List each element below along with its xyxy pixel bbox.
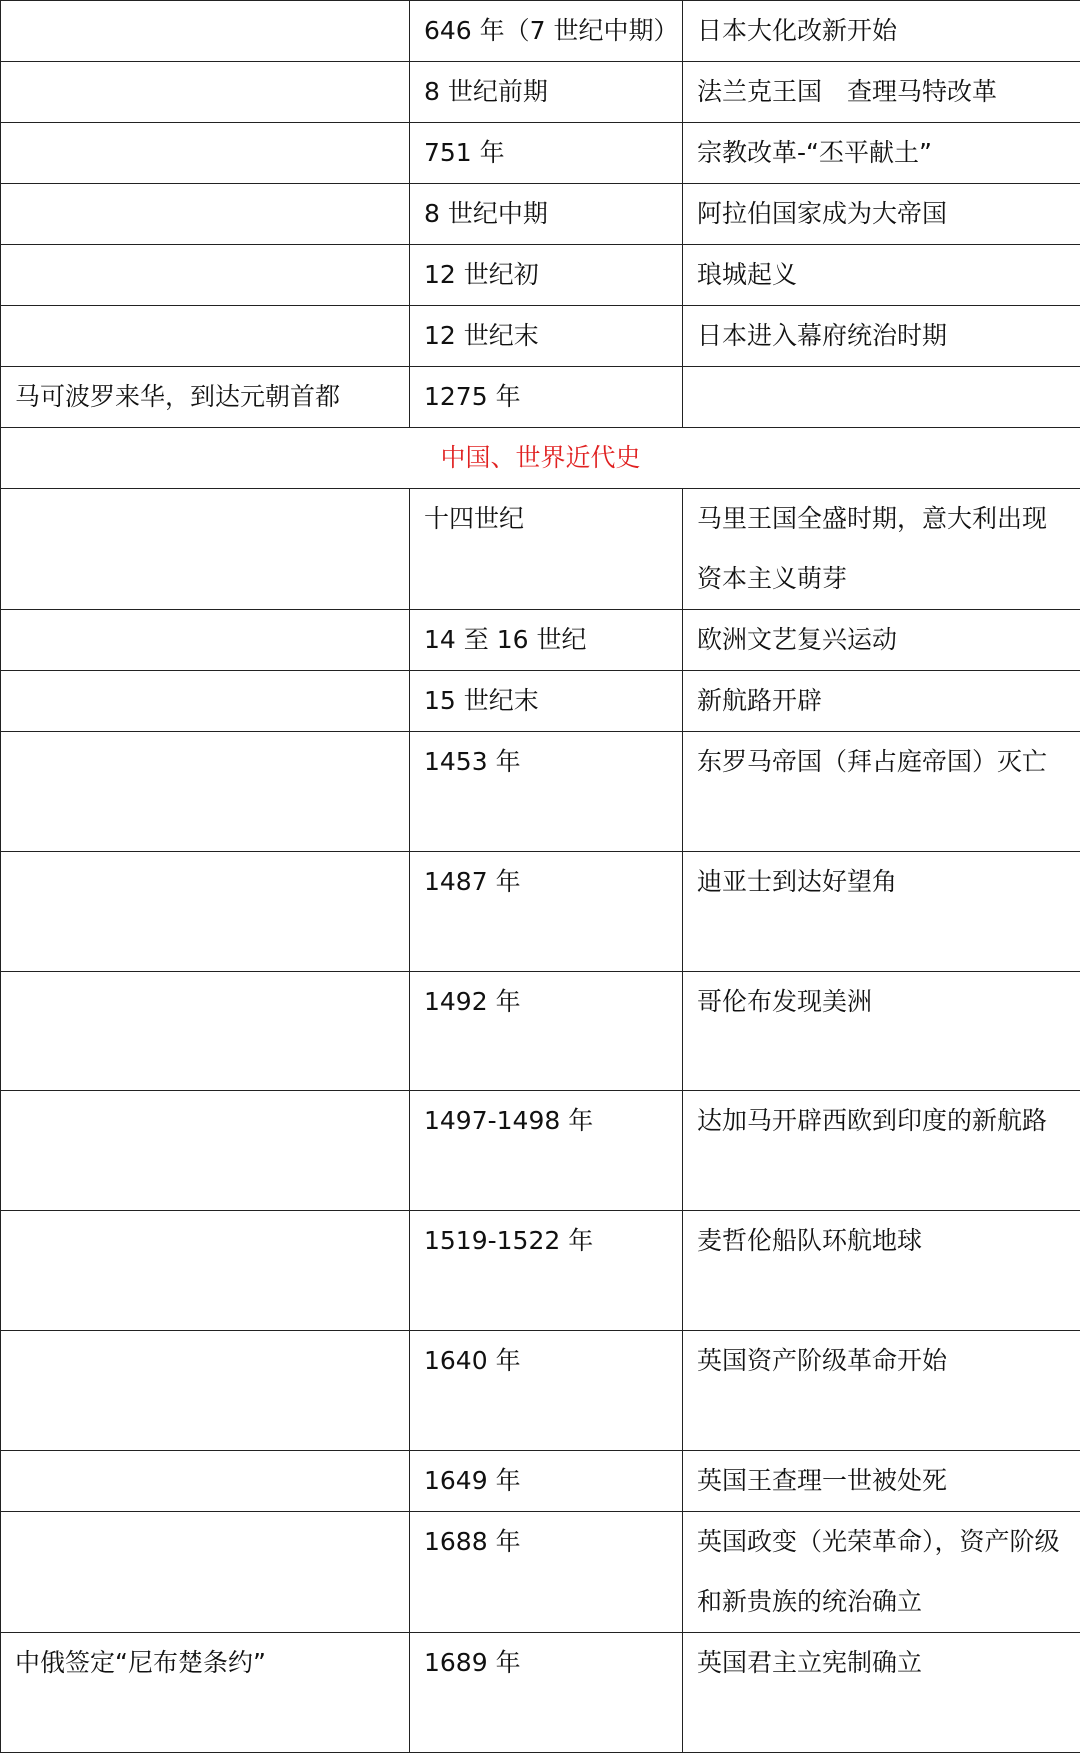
china-event-cell: [1, 732, 410, 852]
world-event-cell-text: 马里王国全盛时期，意大利出现资本主义萌芽: [697, 489, 1066, 609]
time-cell: [410, 1091, 683, 1211]
time-cell-text: 1497-1498 年: [424, 1091, 668, 1151]
world-event-cell: [683, 1, 1080, 62]
time-cell: [410, 1211, 683, 1331]
china-event-cell: [1, 671, 410, 732]
world-event-cell: [683, 1512, 1080, 1633]
table-row: [1, 1512, 1080, 1633]
china-event-cell: [1, 62, 410, 123]
world-event-cell-text: 哥伦布发现美洲: [697, 972, 1066, 1032]
time-cell-text: 1487 年: [424, 852, 668, 912]
china-event-cell-text: 马可波罗来华，到达元朝首都: [15, 367, 395, 427]
world-event-cell-text: 迪亚士到达好望角: [697, 852, 1066, 912]
time-cell-text: 1688 年: [424, 1512, 668, 1572]
world-event-cell-text: 欧洲文艺复兴运动: [697, 610, 1066, 670]
world-event-cell: [683, 972, 1080, 1091]
world-event-cell-text: 英国政变（光荣革命），资产阶级和新贵族的统治确立: [697, 1512, 1066, 1632]
time-cell: [410, 1331, 683, 1451]
time-cell-text: 8 世纪中期: [424, 184, 668, 244]
time-cell-text: 12 世纪初: [424, 245, 668, 305]
table-row: [1, 245, 1080, 306]
time-cell: [410, 1633, 683, 1753]
world-event-cell: [683, 1451, 1080, 1512]
world-event-cell-text: 琅城起义: [697, 245, 1066, 305]
table-row: [1, 62, 1080, 123]
time-cell-text: 1519-1522 年: [424, 1211, 668, 1271]
china-event-cell: [1, 1211, 410, 1331]
world-event-cell: [683, 1091, 1080, 1211]
time-cell-text: 646 年（7 世纪中期）: [424, 1, 668, 61]
china-event-cell: [1, 306, 410, 367]
time-cell: [410, 1512, 683, 1633]
table-row: [1, 1, 1080, 62]
time-cell: [410, 184, 683, 245]
china-event-cell: [1, 1331, 410, 1451]
time-cell: [410, 1, 683, 62]
time-cell: [410, 732, 683, 852]
china-event-cell-text: 中俄签定“尼布楚条约”: [15, 1633, 395, 1693]
china-event-cell: [1, 1091, 410, 1211]
china-event-cell: [1, 1, 410, 62]
world-event-cell-text: 东罗马帝国（拜占庭帝国）灭亡: [697, 732, 1066, 792]
china-event-cell: [1, 489, 410, 610]
table-row: [1, 610, 1080, 671]
time-cell-text: 8 世纪前期: [424, 62, 668, 122]
time-cell-text: 1640 年: [424, 1331, 668, 1391]
time-cell-text: 15 世纪末: [424, 671, 668, 731]
world-event-cell: [683, 367, 1080, 428]
table-row: [1, 972, 1080, 1091]
section-header-row: [1, 428, 1080, 489]
table-row: [1, 489, 1080, 610]
table-row: [1, 1331, 1080, 1451]
time-cell-text: 1689 年: [424, 1633, 668, 1693]
world-event-cell: [683, 62, 1080, 123]
world-event-cell-text: 达加马开辟西欧到印度的新航路: [697, 1091, 1066, 1151]
china-event-cell: [1, 852, 410, 972]
world-event-cell-text: 阿拉伯国家成为大帝国: [697, 184, 1066, 244]
china-event-cell: [1, 367, 410, 428]
table-row: [1, 852, 1080, 972]
time-cell: [410, 123, 683, 184]
time-cell-text: 751 年: [424, 123, 668, 183]
world-event-cell: [683, 610, 1080, 671]
china-event-cell: [1, 184, 410, 245]
china-event-cell: [1, 245, 410, 306]
time-cell: [410, 671, 683, 732]
world-event-cell: [683, 245, 1080, 306]
section-header-text: 中国、世界近代史: [15, 428, 1066, 488]
world-event-cell: [683, 852, 1080, 972]
time-cell-text: 1649 年: [424, 1451, 668, 1511]
china-event-cell: [1, 972, 410, 1091]
table-row: [1, 671, 1080, 732]
time-cell: [410, 610, 683, 671]
time-cell-text: 1492 年: [424, 972, 668, 1032]
world-event-cell: [683, 489, 1080, 610]
world-event-cell-text: 宗教改革-“丕平献土”: [697, 123, 1066, 183]
table-row: [1, 1211, 1080, 1331]
table-row: [1, 367, 1080, 428]
time-cell: [410, 62, 683, 123]
world-event-cell: [683, 184, 1080, 245]
table-row: [1, 123, 1080, 184]
table-row: [1, 1633, 1080, 1753]
world-event-cell: [683, 732, 1080, 852]
world-event-cell: [683, 1331, 1080, 1451]
china-event-cell: [1, 1451, 410, 1512]
time-cell: [410, 306, 683, 367]
time-cell: [410, 852, 683, 972]
table-row: [1, 306, 1080, 367]
time-cell: [410, 245, 683, 306]
table-row: [1, 1091, 1080, 1211]
world-event-cell-text: 新航路开辟: [697, 671, 1066, 731]
world-event-cell-text: 麦哲伦船队环航地球: [697, 1211, 1066, 1271]
world-event-cell-text: 英国王查理一世被处死: [697, 1451, 1066, 1511]
world-event-cell-text: 日本大化改新开始: [697, 1, 1066, 61]
time-cell-text: 12 世纪末: [424, 306, 668, 366]
time-cell: [410, 367, 683, 428]
time-cell-text: 1453 年: [424, 732, 668, 792]
time-cell: [410, 489, 683, 610]
table-row: [1, 184, 1080, 245]
world-event-cell-text: 英国君主立宪制确立: [697, 1633, 1066, 1693]
time-cell-text: 1275 年: [424, 367, 668, 427]
world-event-cell-text: 法兰克王国 查理马特改革: [697, 62, 1066, 122]
world-event-cell: [683, 1211, 1080, 1331]
china-event-cell: [1, 610, 410, 671]
china-event-cell: [1, 123, 410, 184]
timeline-body: [1, 1, 1080, 1753]
time-cell: [410, 1451, 683, 1512]
time-cell: [410, 972, 683, 1091]
world-event-cell: [683, 671, 1080, 732]
time-cell-text: 14 至 16 世纪: [424, 610, 668, 670]
section-header: [1, 428, 1080, 489]
time-cell-text: 十四世纪: [424, 489, 668, 549]
world-event-cell-text: 日本进入幕府统治时期: [697, 306, 1066, 366]
table-row: [1, 1451, 1080, 1512]
world-event-cell: [683, 1633, 1080, 1753]
world-event-cell: [683, 123, 1080, 184]
world-event-cell-text: 英国资产阶级革命开始: [697, 1331, 1066, 1391]
china-event-cell: [1, 1512, 410, 1633]
china-event-cell: [1, 1633, 410, 1753]
table-row: [1, 732, 1080, 852]
world-event-cell: [683, 306, 1080, 367]
